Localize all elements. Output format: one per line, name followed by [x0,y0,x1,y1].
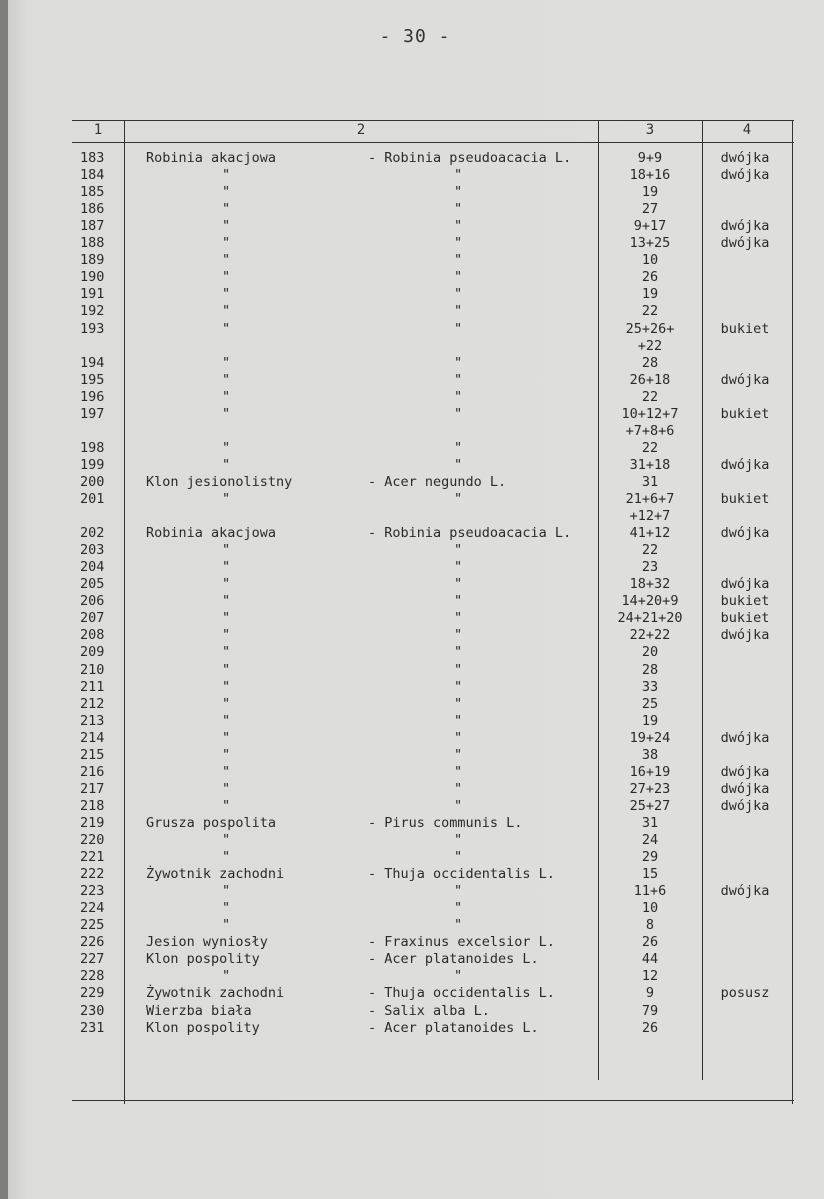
remark: bukiet [720,593,770,610]
trunk-circumference: 26+18 [629,371,671,388]
header-col-1: 1 [93,122,103,138]
trunk-circumference: +7+8+6 [625,422,675,439]
latin-species-name: " [454,354,463,371]
table-row [0,201,824,218]
polish-species-name: " [222,917,231,934]
tree-number: 224 [80,900,105,917]
latin-species-name: " [454,286,463,303]
latin-species-name: " [454,320,463,337]
latin-species-name: " [454,780,463,797]
table-row [0,252,824,269]
trunk-circumference: 26 [641,1019,659,1036]
latin-species-name: " [454,746,463,763]
polish-species-name: " [222,354,231,371]
polish-species-name: " [222,388,231,405]
polish-species-name: " [222,405,231,422]
tree-number: 188 [80,235,105,252]
table-row [0,747,824,764]
polish-species-name: " [222,576,231,593]
tree-number: 226 [80,934,105,951]
polish-species-name: " [222,218,231,235]
table-row [0,457,824,474]
remark: dwójka [720,525,770,542]
latin-species-name: - Acer platanoides L. [368,1019,539,1036]
polish-species-name: " [222,201,231,218]
polish-species-name: " [222,320,231,337]
table-row [0,167,824,184]
tree-number: 221 [80,849,105,866]
tree-number: 200 [80,473,105,490]
trunk-circumference: +12+7 [629,508,671,525]
polish-species-name: Klon pospolity [146,1019,260,1036]
latin-species-name: - Acer platanoides L. [368,951,539,968]
latin-species-name: " [454,235,463,252]
trunk-circumference: 31+18 [629,456,671,473]
tree-number: 185 [80,184,105,201]
latin-species-name: " [454,542,463,559]
remark: dwójka [720,150,770,166]
tree-number: 186 [80,201,105,218]
latin-species-name: " [454,763,463,780]
polish-species-name: " [222,780,231,797]
latin-species-name: " [454,661,463,678]
remark: posusz [720,985,770,1002]
latin-species-name: " [454,968,463,985]
table-row [0,303,824,320]
tree-number: 225 [80,917,105,934]
remark: dwójka [720,797,770,814]
latin-species-name: " [454,695,463,712]
tree-number: 229 [80,985,105,1002]
table-row [0,968,824,985]
remark: bukiet [720,405,770,422]
trunk-circumference: 24+21+20 [617,610,683,627]
table-row [0,764,824,781]
remark: dwójka [720,729,770,746]
trunk-circumference: 19 [641,712,659,729]
trunk-circumference: 31 [641,473,659,490]
trunk-circumference: 10+12+7 [621,405,679,422]
table-row [0,900,824,917]
table-row [0,1003,824,1020]
header-col-3: 3 [645,122,655,138]
tree-number: 190 [80,269,105,286]
page-number: - 30 - [379,26,451,47]
tree-number: 210 [80,661,105,678]
trunk-circumference: 12 [641,968,659,985]
trunk-circumference: 21+6+7 [625,491,675,507]
tree-number: 183 [80,150,105,166]
table-row [0,815,824,832]
tree-number: 215 [80,746,105,763]
polish-species-name: " [222,610,231,627]
latin-species-name: " [454,644,463,661]
trunk-circumference: 26 [641,934,659,951]
trunk-circumference: 22 [641,542,659,559]
latin-species-name: " [454,678,463,695]
trunk-circumference: 25+26+ [625,320,675,337]
latin-species-name: - Acer negundo L. [368,473,507,490]
tree-number: 217 [80,780,105,797]
trunk-circumference: 27 [641,201,659,218]
trunk-circumference: 44 [641,951,659,968]
remark: dwójka [720,883,770,900]
table-row [0,338,824,355]
polish-species-name: " [222,286,231,303]
tree-number: 202 [80,525,105,542]
latin-species-name: - Pirus communis L. [368,814,523,831]
polish-species-name: " [222,439,231,456]
tree-number: 193 [80,320,105,337]
polish-species-name: " [222,695,231,712]
polish-species-name: Jesion wyniosły [146,934,268,951]
latin-species-name: - Robinia pseudoacacia L. [368,525,572,542]
table-row [0,440,824,457]
latin-species-name: - Robinia pseudoacacia L. [368,150,572,166]
tree-number: 207 [80,610,105,627]
table-row [0,269,824,286]
table-row [0,559,824,576]
remark: dwójka [720,576,770,593]
trunk-circumference: 9+17 [633,218,667,235]
remark: dwójka [720,627,770,644]
tree-number: 191 [80,286,105,303]
trunk-circumference: 10 [641,252,659,269]
trunk-circumference: 26 [641,269,659,286]
table-row [0,610,824,627]
latin-species-name: " [454,269,463,286]
tree-number: 195 [80,371,105,388]
polish-species-name: " [222,559,231,576]
table-row [0,525,824,542]
tree-number: 223 [80,883,105,900]
tree-number: 230 [80,1002,105,1019]
tree-number: 219 [80,814,105,831]
trunk-circumference: 28 [641,354,659,371]
tree-number: 212 [80,695,105,712]
tree-number: 203 [80,542,105,559]
table-row [0,218,824,235]
remark: dwójka [720,763,770,780]
table-row [0,542,824,559]
tree-number: 184 [80,167,105,184]
latin-species-name: " [454,303,463,320]
remark: dwójka [720,456,770,473]
table-row [0,951,824,968]
trunk-circumference: 19+24 [629,729,671,746]
remark: dwójka [720,235,770,252]
trunk-circumference: 79 [641,1002,659,1019]
polish-species-name: Wierzba biała [146,1002,252,1019]
polish-species-name: Grusza pospolita [146,814,277,831]
polish-species-name: " [222,371,231,388]
table-row [0,406,824,423]
tree-number: 198 [80,439,105,456]
table-row [0,644,824,661]
table-row [0,423,824,440]
polish-species-name: " [222,678,231,695]
table-row [0,184,824,201]
tree-number: 201 [80,491,105,507]
polish-species-name: " [222,968,231,985]
latin-species-name: " [454,252,463,269]
trunk-circumference: 25+27 [629,797,671,814]
polish-species-name: Żywotnik zachodni [146,985,285,1002]
trunk-circumference: 22 [641,439,659,456]
table-row [0,321,824,338]
latin-species-name: " [454,218,463,235]
remark: dwójka [720,371,770,388]
remark: dwójka [720,218,770,235]
trunk-circumference: +22 [637,337,663,354]
table-row [0,832,824,849]
tree-number: 218 [80,797,105,814]
table-row [0,286,824,303]
polish-species-name: " [222,900,231,917]
trunk-circumference: 15 [641,866,659,883]
tree-number: 199 [80,456,105,473]
table-row [0,781,824,798]
trunk-circumference: 16+19 [629,763,671,780]
trunk-circumference: 25 [641,695,659,712]
trunk-circumference: 29 [641,849,659,866]
polish-species-name: Klon pospolity [146,951,260,968]
table-row [0,355,824,372]
latin-species-name: " [454,456,463,473]
tree-number: 187 [80,218,105,235]
trunk-circumference: 22+22 [629,627,671,644]
trunk-circumference: 33 [641,678,659,695]
table-row [0,662,824,679]
trunk-circumference: 10 [641,900,659,917]
table-row [0,798,824,815]
latin-species-name: " [454,371,463,388]
header-col-4: 4 [742,122,752,138]
table-row [0,491,824,508]
table-row [0,576,824,593]
trunk-circumference: 9 [645,985,655,1002]
trunk-circumference: 18+16 [629,167,671,184]
table-row [0,679,824,696]
remark: dwójka [720,780,770,797]
tree-number: 220 [80,832,105,848]
table-row [0,730,824,747]
tree-number: 189 [80,252,105,269]
tree-number: 222 [80,866,105,883]
latin-species-name: - Salix alba L. [368,1002,490,1019]
tree-number: 209 [80,644,105,661]
trunk-circumference: 41+12 [629,525,671,542]
table-row [0,372,824,389]
latin-species-name: " [454,593,463,610]
tree-number: 227 [80,951,105,968]
latin-species-name: " [454,201,463,218]
polish-species-name: " [222,797,231,814]
table-row [0,389,824,406]
polish-species-name: " [222,184,231,201]
table-row [0,713,824,730]
tree-number: 208 [80,627,105,644]
table-row [0,883,824,900]
latin-species-name: " [454,917,463,934]
tree-number: 194 [80,354,105,371]
table-row [0,866,824,883]
table-row [0,508,824,525]
latin-species-name: " [454,900,463,917]
latin-species-name: " [454,405,463,422]
latin-species-name: " [454,627,463,644]
tree-number: 197 [80,405,105,422]
trunk-circumference: 20 [641,644,659,661]
tree-number: 231 [80,1019,105,1036]
table-row [0,1020,824,1037]
polish-species-name: " [222,252,231,269]
polish-species-name: " [222,712,231,729]
trunk-circumference: 11+6 [633,883,667,900]
remark: dwójka [720,167,770,184]
tree-number: 214 [80,729,105,746]
tree-number: 204 [80,559,105,576]
polish-species-name: Klon jesionolistny [146,473,293,490]
tree-number: 192 [80,303,105,320]
trunk-circumference: 24 [641,832,659,848]
polish-species-name: " [222,542,231,559]
latin-species-name: " [454,797,463,814]
polish-species-name: " [222,269,231,286]
trunk-circumference: 22 [641,388,659,405]
polish-species-name: Żywotnik zachodni [146,866,285,883]
trunk-circumference: 28 [641,661,659,678]
tree-number: 196 [80,388,105,405]
table-row [0,934,824,951]
trunk-circumference: 31 [641,814,659,831]
table-row [0,696,824,713]
latin-species-name: " [454,610,463,627]
polish-species-name: " [222,644,231,661]
table-row [0,917,824,934]
trunk-circumference: 38 [641,746,659,763]
latin-species-name: " [454,712,463,729]
polish-species-name: " [222,729,231,746]
trunk-circumference: 23 [641,559,659,576]
table-row [0,593,824,610]
trunk-circumference: 8 [645,917,655,934]
trunk-circumference: 19 [641,286,659,303]
tree-number: 216 [80,763,105,780]
polish-species-name: " [222,235,231,252]
polish-species-name: " [222,491,231,507]
remark: bukiet [720,610,770,627]
polish-species-name: " [222,763,231,780]
table-row [0,849,824,866]
table-row [0,474,824,491]
latin-species-name: " [454,729,463,746]
latin-species-name: " [454,184,463,201]
polish-species-name: " [222,746,231,763]
table-row [0,150,824,167]
tree-number: 213 [80,712,105,729]
polish-species-name: " [222,849,231,866]
polish-species-name: " [222,832,231,848]
polish-species-name: " [222,456,231,473]
remark: bukiet [720,320,770,337]
trunk-circumference: 14+20+9 [621,593,679,610]
latin-species-name: " [454,439,463,456]
latin-species-name: " [454,559,463,576]
polish-species-name: " [222,593,231,610]
table-row [0,627,824,644]
table-row [0,985,824,1002]
latin-species-name: - Thuja occidentalis L. [368,866,555,883]
trunk-circumference: 22 [641,303,659,320]
remark: bukiet [720,491,770,507]
latin-species-name: " [454,167,463,184]
latin-species-name: " [454,576,463,593]
tree-number: 211 [80,678,105,695]
tree-number: 228 [80,968,105,985]
polish-species-name: " [222,883,231,900]
polish-species-name: " [222,303,231,320]
latin-species-name: " [454,832,463,848]
latin-species-name: " [454,849,463,866]
header-col-2: 2 [356,122,366,138]
latin-species-name: " [454,491,463,507]
trunk-circumference: 9+9 [637,150,663,166]
table-row [0,235,824,252]
polish-species-name: " [222,167,231,184]
polish-species-name: " [222,661,231,678]
tree-number: 206 [80,593,105,610]
trunk-circumference: 18+32 [629,576,671,593]
latin-species-name: - Fraxinus excelsior L. [368,934,555,951]
tree-number: 205 [80,576,105,593]
polish-species-name: " [222,627,231,644]
latin-species-name: - Thuja occidentalis L. [368,985,555,1002]
polish-species-name: Robinia akacjowa [146,525,277,542]
latin-species-name: " [454,388,463,405]
trunk-circumference: 27+23 [629,780,671,797]
trunk-circumference: 13+25 [629,235,671,252]
polish-species-name: Robinia akacjowa [146,150,277,166]
latin-species-name: " [454,883,463,900]
trunk-circumference: 19 [641,184,659,201]
